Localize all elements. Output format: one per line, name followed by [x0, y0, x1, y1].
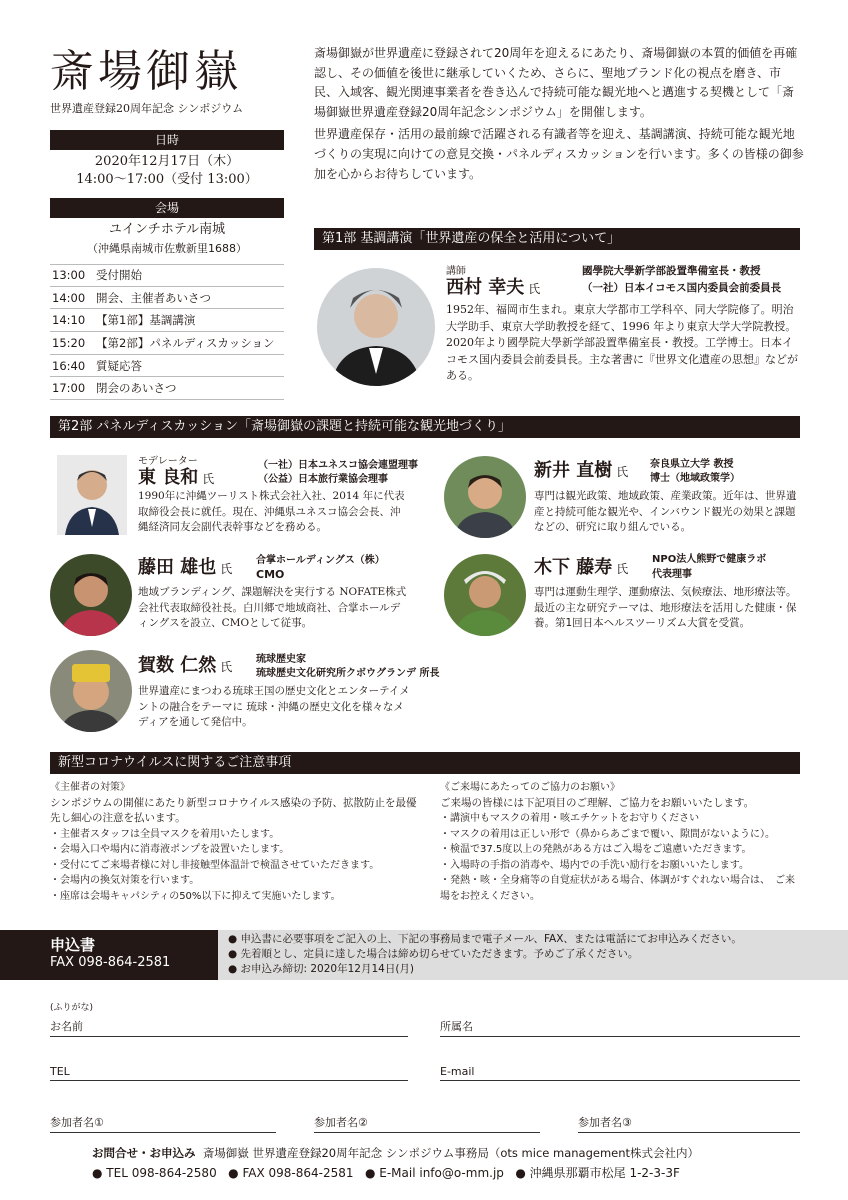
- name-field[interactable]: お名前: [50, 1018, 408, 1037]
- panelist-bio: 専門は運動生理学、運動療法、気候療法、地形療法等。最近の主な研究テーマは、地形療法を活用した健康・保養。第1回日本ヘルスツーリズム大賞を受賞。: [534, 586, 797, 629]
- panelist-name-text: 東 良和: [138, 467, 199, 488]
- lecturer-role: 講師: [446, 266, 466, 277]
- honorific: 氏: [616, 562, 629, 576]
- panelist-photo: [444, 554, 526, 636]
- panelist-role: モデレーター: [138, 456, 198, 467]
- panelist-name-text: 新井 直樹: [534, 460, 613, 481]
- contact-email[interactable]: ● E-Mail info@o-mm.jp: [364, 1166, 504, 1180]
- participant-3-field[interactable]: 参加者名③: [578, 1114, 800, 1133]
- lecturer-photo: [317, 268, 435, 386]
- list-item: ・発熱・咳・全身痛等の自覚症状がある場合、体調がすぐれない場合は、 ご来場をお控えください。: [440, 875, 795, 902]
- notes-lead: ご来場の皆様には下記項目のご理解、ご協力をお願いいたします。: [440, 796, 755, 809]
- schedule-item: 質疑応答: [96, 358, 142, 373]
- lecturer-affiliation-1: 國學院大學新学部設置準備室長・教授: [582, 265, 761, 277]
- honorific: 氏: [616, 465, 629, 479]
- contact-office: 斎場御嶽 世界遺産登録20周年記念 シンポジウム事務局（ots mice management株式会社内）: [202, 1146, 700, 1160]
- schedule-row: [50, 332, 284, 355]
- contact-details: [92, 1164, 680, 1181]
- panelist-name: [138, 553, 232, 579]
- panelist-affiliation: 琉球歴史家: [256, 654, 306, 665]
- participant-1-field[interactable]: 参加者名①: [50, 1114, 276, 1133]
- honorific: 氏: [220, 660, 233, 674]
- furigana-label: (ふりがな): [50, 1003, 94, 1013]
- panelist-bio: 専門は観光政策、地域政策、産業政策。近年は、世界遺産と持続可能な観光や、インバウンド観光の効果と課題などの、研究に取り組んでいる。: [534, 490, 797, 533]
- schedule-time: 14:10: [52, 313, 86, 328]
- notes-title: 《ご来場にあたってのご協力のお願い》: [440, 782, 620, 793]
- panelist-affiliation: NPO法人熊野で健康ラボ: [652, 554, 767, 565]
- panelist-affiliation: 博士（地域政策学）: [650, 473, 740, 484]
- schedule-time: 14:00: [52, 290, 86, 305]
- schedule-item: 【第1部】基調講演: [96, 313, 196, 328]
- schedule-item: 【第2部】パネルディスカッション: [96, 335, 275, 350]
- intro-text: [314, 44, 804, 187]
- attendee-requests: [440, 780, 802, 904]
- panelist-name: [138, 651, 232, 677]
- panelist-affiliation: 琉球歴史文化研究所クボウグランデ 所長: [256, 668, 440, 679]
- lecturer-bio: 1952年、福岡市生まれ。東京大学都市工学科卒、同大学院修了。明治大学助手、東京大学助教授を経て、1996 年より東京大学大学院教授。2020年より國學院大學新学部設置準備室長・教授。工学博士。日本イコモス国内委員会前委員長。主な著書に『世界文化遺産の思想』などがある。: [446, 303, 798, 382]
- contact-address: ● 沖縄県那覇市松尾 1-2-3-3F: [515, 1166, 680, 1180]
- part2-header: 第2部 パネルディスカッション「斎場御嶽の課題と持続可能な観光地づくり」: [50, 416, 800, 438]
- schedule-time: 16:40: [52, 358, 86, 373]
- intro-paragraph: 世界遺産保存・活用の最前線で活躍される有識者等を迎え、基調講演、持続可能な観光地づくりの実現に向けての意見交換・パネルディスカッションを行います。多くの皆様の御参加を心からお待ちしています。: [314, 127, 804, 181]
- schedule-table: [50, 264, 284, 400]
- panelist-bio: 地域ブランディング、課題解決を実行する NOFATE株式会社代表取締役社長。白川郷で地域商社、合掌ホールディングスを設立、CMOとして従事。: [138, 586, 407, 629]
- panelist-name: [534, 553, 628, 579]
- date-line2: 14:00〜17:00（受付 13:00）: [76, 172, 258, 187]
- email-field[interactable]: E-mail: [440, 1065, 800, 1081]
- panelist-bio: 世界遺産にまつわる琉球王国の歴史文化とエンターテイメントの融合をテーマに 琉球・沖縄の歴史文化を様々なメディアを通して発信中。: [138, 685, 410, 728]
- notes-lead: シンポジウムの開催にあたり新型コロナウイルス感染の予防、拡散防止を最優先し細心の注意を払います。: [50, 796, 417, 824]
- organization-field[interactable]: 所属名: [440, 1018, 800, 1037]
- part1-header: 第1部 基調講演「世界遺産の保全と活用について」: [314, 228, 800, 250]
- schedule-item: 受付開始: [96, 268, 142, 283]
- list-item: ・検温で37.5度以上の発熱がある方はご入場をご遠慮いただきます。: [440, 844, 752, 855]
- panelist-photo: [50, 554, 132, 636]
- application-title: 申込書: [50, 936, 96, 954]
- page-subtitle: 世界遺産登録20周年記念 シンポジウム: [50, 102, 244, 115]
- list-item: ● 先着順とし、定員に達した場合は締め切らせていただきます。予めご了承ください。: [228, 948, 639, 960]
- list-item: ・マスクの着用は正しい形で（鼻からあごまで覆い、隙間がないように）。: [440, 828, 775, 840]
- list-item: ・会場入口や場内に消毒液ポンプを設置いたします。: [50, 844, 290, 855]
- panelist-photo: [444, 456, 526, 538]
- panelist-name: [534, 456, 628, 482]
- venue-address: （沖縄県南城市佐敷新里1688）: [87, 242, 247, 255]
- date-line1: 2020年12月17日（木）: [94, 154, 240, 169]
- application-notes: [228, 932, 742, 977]
- page-title: 斎場御嶽: [50, 46, 242, 97]
- panelist-affiliation: CMO: [256, 568, 285, 581]
- panelist-affiliation: 奈良県立大学 教授: [650, 459, 734, 470]
- list-item: ・講演中もマスクの着用・咳エチケットをお守りください: [440, 813, 700, 824]
- panelist-photo: [50, 650, 132, 732]
- schedule-row: [50, 377, 284, 400]
- list-item: ・受付にてご来場者様に対し非接触型体温計で検温させていただきます。: [50, 859, 380, 871]
- organizer-measures: [50, 780, 420, 904]
- list-item: ● 申込書に必要事項をご記入の上、下記の事務局まで電子メール、FAX、または電話にてお申込みください。: [228, 933, 742, 945]
- panelist-affiliation: （一社）日本ユネスコ協会連盟理事: [258, 460, 418, 471]
- schedule-row: [50, 355, 284, 378]
- honorific: 氏: [528, 282, 541, 296]
- honorific: 氏: [220, 562, 233, 576]
- lecturer-name: [446, 273, 540, 299]
- covid-header: 新型コロナウイルスに関するご注意事項: [50, 752, 800, 774]
- list-item: ・座席は会場キャパシティの50%以下に抑えて実施いたします。: [50, 890, 341, 902]
- panelist-affiliation: （公益）日本旅行業協会理事: [258, 474, 388, 485]
- venue-name: ユインチホテル南城: [108, 222, 226, 237]
- panelist-bio: 1990年に沖縄ツーリスト株式会社入社、2014 年に代表取締役会長に就任。現在、沖縄県ユネスコ協会会長、沖縄経済同友会副代表幹事などを務める。: [138, 490, 405, 533]
- lecturer-name-text: 西村 幸夫: [446, 277, 525, 298]
- contact-fax: ● FAX 098-864-2581: [228, 1166, 354, 1180]
- list-item: ・入場時の手指の消毒や、場内での手洗い励行をお願いいたします。: [440, 859, 749, 871]
- contact-label: お問合せ・お申込み: [92, 1146, 196, 1160]
- schedule-time: 15:20: [52, 335, 86, 350]
- panelist-name-text: 賀数 仁然: [138, 655, 217, 676]
- date-label: 日時: [50, 130, 284, 150]
- panelist-photo: [57, 455, 127, 535]
- panelist-name: [138, 463, 214, 489]
- schedule-item: 閉会のあいさつ: [96, 381, 177, 396]
- list-item: ・主催者スタッフは全員マスクを着用いたします。: [50, 828, 280, 840]
- tel-field[interactable]: TEL: [50, 1065, 408, 1081]
- notes-title: 《主催者の対策》: [50, 782, 130, 793]
- schedule-time: 17:00: [52, 381, 86, 396]
- schedule-row: [50, 309, 284, 332]
- panelist-name-text: 木下 藤寿: [534, 557, 613, 578]
- venue-label: 会場: [50, 198, 284, 218]
- contact-tel: ● TEL 098-864-2580: [92, 1166, 217, 1180]
- schedule-row: [50, 287, 284, 310]
- contact-line: [92, 1145, 699, 1161]
- schedule-time: 13:00: [52, 268, 86, 283]
- schedule-row: [50, 264, 284, 287]
- panelist-affiliation: 代表理事: [652, 569, 692, 580]
- list-item: ・会場内の換気対策を行います。: [50, 875, 200, 886]
- schedule-item: 開会、主催者あいさつ: [96, 290, 211, 305]
- honorific: 氏: [202, 472, 215, 486]
- participant-2-field[interactable]: 参加者名②: [314, 1114, 540, 1133]
- lecturer-affiliation-2: （一社）日本イコモス国内委員会前委員長: [582, 282, 782, 294]
- application-fax: FAX 098-864-2581: [50, 955, 171, 970]
- application-box: [0, 930, 218, 980]
- panelist-affiliation: 合掌ホールディングス（株）: [256, 555, 385, 566]
- panelist-name-text: 藤田 雄也: [138, 557, 217, 578]
- list-item: ● お申込み締切: 2020年12月14日(月): [228, 963, 415, 975]
- intro-paragraph: 斎場御嶽が世界遺産に登録されて20周年を迎えるにあたり、斎場御嶽の本質的価値を再確認し、その価値を後世に継承していくため、さらに、聖地ブランド化の視点を磨き、市民、入域客、観光関連事業者を巻き込んで持続可能な観光地へと邁進する契機として「斎場御嶽世界遺産登録20周年記念シンポジウム」を開催します。: [314, 46, 798, 119]
